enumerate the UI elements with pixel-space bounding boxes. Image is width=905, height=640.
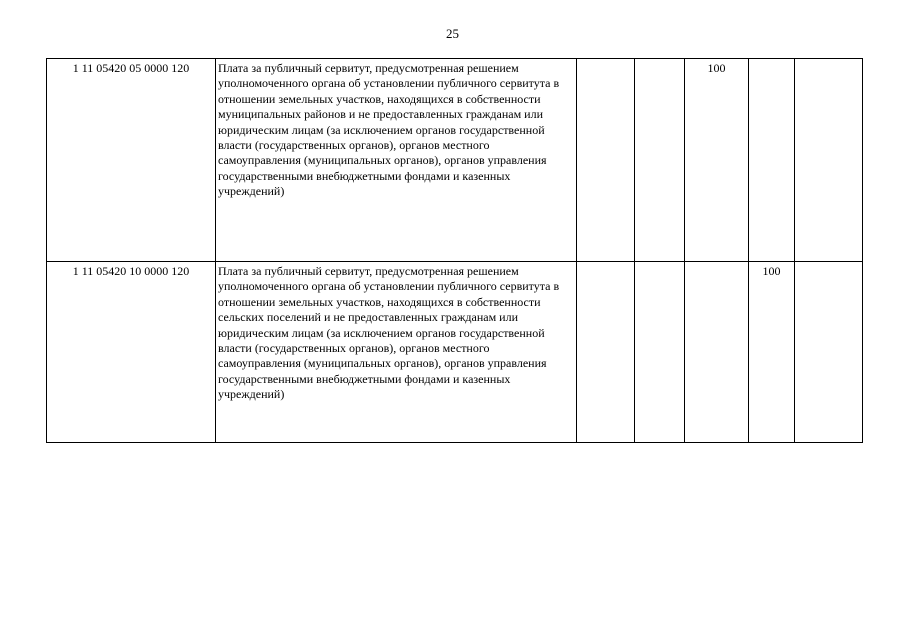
budget-classification-table: [46, 58, 863, 443]
value-cell-1: [577, 262, 635, 443]
value-cell-3: 100: [685, 59, 749, 262]
value-cell-2: [635, 59, 685, 262]
value-cell-4: 100: [749, 262, 795, 443]
value-cell-5: [795, 59, 863, 262]
value-cell-5: [795, 262, 863, 443]
value-cell-1: [577, 59, 635, 262]
value-cell-3: [685, 262, 749, 443]
budget-code-cell: 1 11 05420 10 0000 120: [47, 262, 216, 443]
table-row: [47, 59, 863, 262]
page-number: 25: [446, 26, 459, 41]
table-row: [47, 262, 863, 443]
value-cell-4: [749, 59, 795, 262]
value-cell-2: [635, 262, 685, 443]
income-name-cell: Плата за публичный сервитут, предусмотренная решением уполномоченного органа об установлении публичного сервитута в отношении земельных участков, находящихся в собственности муниципальных районов и не предоставленных гражданам или юридическим лицам (за исключением органов государственной власти (государственных органов), органов местного самоуправления (муниципальных органов), органов управления государственными внебюджетными фондами и казенных учреждений): [216, 59, 577, 262]
income-name-cell: Плата за публичный сервитут, предусмотренная решением уполномоченного органа об установлении публичного сервитута в отношении земельных участков, находящихся в собственности сельских поселений и не предоставленных гражданам или юридическим лицам (за исключением органов государственной власти (государственных органов), органов местного самоуправления (муниципальных органов), органов управления государственными внебюджетными фондами и казенных учреждений): [216, 262, 577, 443]
budget-code-cell: 1 11 05420 05 0000 120: [47, 59, 216, 262]
